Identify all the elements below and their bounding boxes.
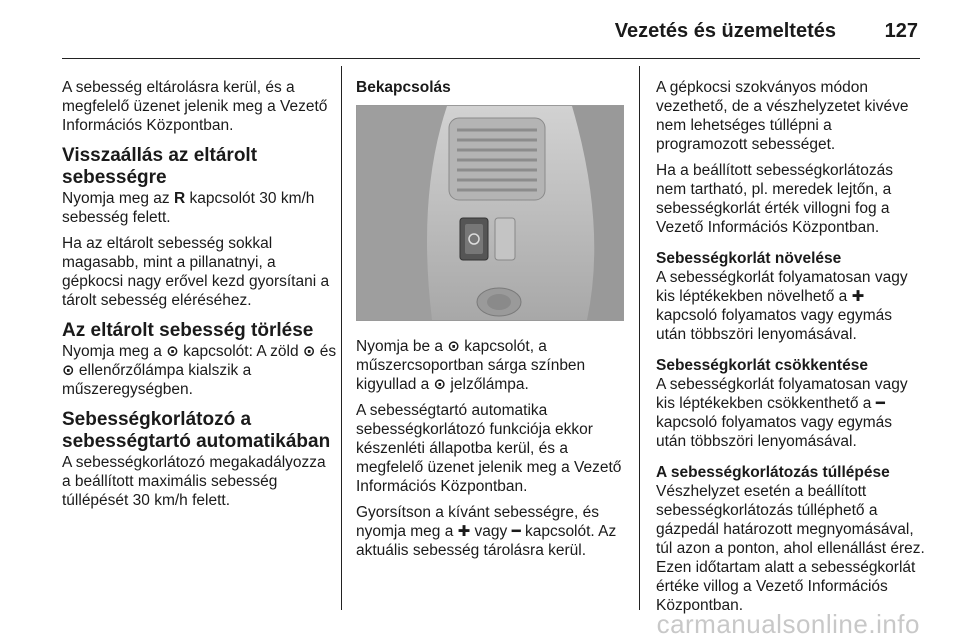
- paragraph-normal-driving: A gépkocsi szokványos módon vezethető, de a vészhelyzetet kivéve nem lehetséges túllépni a programozott sebességet.: [656, 79, 909, 153]
- heading-resume: Visszaállás az eltárolt sebességre: [62, 145, 258, 188]
- watermark: carmanualsonline.info: [656, 609, 920, 639]
- paragraph-increase-limit: A sebességkorlát folyamatosan vagy kis léptékekben növelhető a ✚ kapcsoló folyamatos vagy egymás után többszöri lenyomásával.: [656, 269, 908, 343]
- paragraph-exceed-limit: Vészhelyzet esetén a beállított sebességkorlátozás túlléphető a gázpedál határozott megnyomásával, túl azon a ponton, ahol ellenállást érez. Ezen időtartam alatt a sebességkorlát értéke villog a Vezető Információs Központban.: [656, 483, 925, 614]
- page-header: [62, 18, 920, 59]
- cruise-control-icon: ⊙: [302, 343, 316, 360]
- column-divider-2: [639, 66, 640, 610]
- paragraph-resume: Nyomja meg az R kapcsolót 30 km/h sebesség felett.: [62, 190, 315, 226]
- heading-exceed-limit: A sebességkorlátozás túllépése: [656, 464, 890, 481]
- r-key-label: R: [173, 190, 186, 207]
- dashboard-photo: [356, 105, 624, 321]
- paragraph-standby: A sebességtartó automatika sebességkorlátozó funkciója ekkor készenléti állapotba kerül, és a megfelelő üzenet jelenik meg a Vezető Információs Központban.: [356, 402, 622, 495]
- heading-decrease-limit: Sebességkorlát csökkentése: [656, 357, 868, 374]
- cruise-off-icon: ⊙: [62, 362, 75, 379]
- paragraph-decrease-limit: A sebességkorlát folyamatosan vagy kis léptékekben csökkenthető a ━ kapcsoló folyamatos vagy egymás után többszöri lenyomásával.: [656, 376, 908, 450]
- cruise-control-icon: ⊙: [447, 338, 460, 355]
- plus-icon: ✚: [851, 288, 865, 305]
- paragraph-speed-stored: A sebesség eltárolásra kerül, és a megfelelő üzenet jelenik meg a Vezető Információs Központban.: [62, 79, 328, 134]
- column-2: [356, 78, 626, 567]
- paragraph-delete: Nyomja meg a ⊙ kapcsolót: A zöld ⊙ és ⊙ ellenőrzőlámpa kialszik a műszeregységben.: [62, 343, 337, 398]
- paragraph-resume-warning: Ha az eltárolt sebesség sokkal magasabb, mint a pillanatnyi, a gépkocsi nagy erővel kezd gyorsítani a tárolt sebesség eléréséhez.: [62, 235, 330, 309]
- paragraph-speed-limiter: A sebességkorlátozó megakadályozza a beállított maximális sebesség túllépését 30 km/h felett.: [62, 454, 326, 509]
- heading-speed-limiter: Sebességkorlátozó a sebességtartó automatikában: [62, 409, 331, 452]
- chapter-title: Vezetés és üzemeltetés: [614, 20, 836, 42]
- column-3: [656, 78, 926, 622]
- heading-increase-limit: Sebességkorlát növelése: [656, 250, 842, 267]
- heading-switch-on: Bekapcsolás: [356, 79, 451, 96]
- minus-icon: ━: [875, 395, 885, 412]
- plus-icon: ✚: [457, 523, 471, 540]
- heading-delete: Az eltárolt sebesség törlése: [62, 320, 314, 341]
- column-divider-1: [341, 66, 342, 610]
- cruise-control-icon: ⊙: [433, 376, 447, 393]
- page-number: 127: [884, 20, 918, 42]
- paragraph-switch-on: Nyomja be a ⊙ kapcsolót, a műszercsoportban sárga színben kigyullad a ⊙ jelzőlámpa.: [356, 338, 586, 393]
- paragraph-limit-not-held: Ha a beállított sebességkorlátozás nem tartható, pl. meredek lejtőn, a sebességkorlát érték villogni fog a Vezető Információs Központban.: [656, 162, 893, 236]
- cruise-off-icon: ⊙: [166, 343, 179, 360]
- paragraph-accelerate: Gyorsítson a kívánt sebességre, és nyomja meg a ✚ vagy ━ kapcsolót. Az aktuális sebesség tárolásra kerül.: [356, 504, 617, 559]
- minus-icon: ━: [511, 523, 521, 540]
- column-1: [62, 78, 338, 517]
